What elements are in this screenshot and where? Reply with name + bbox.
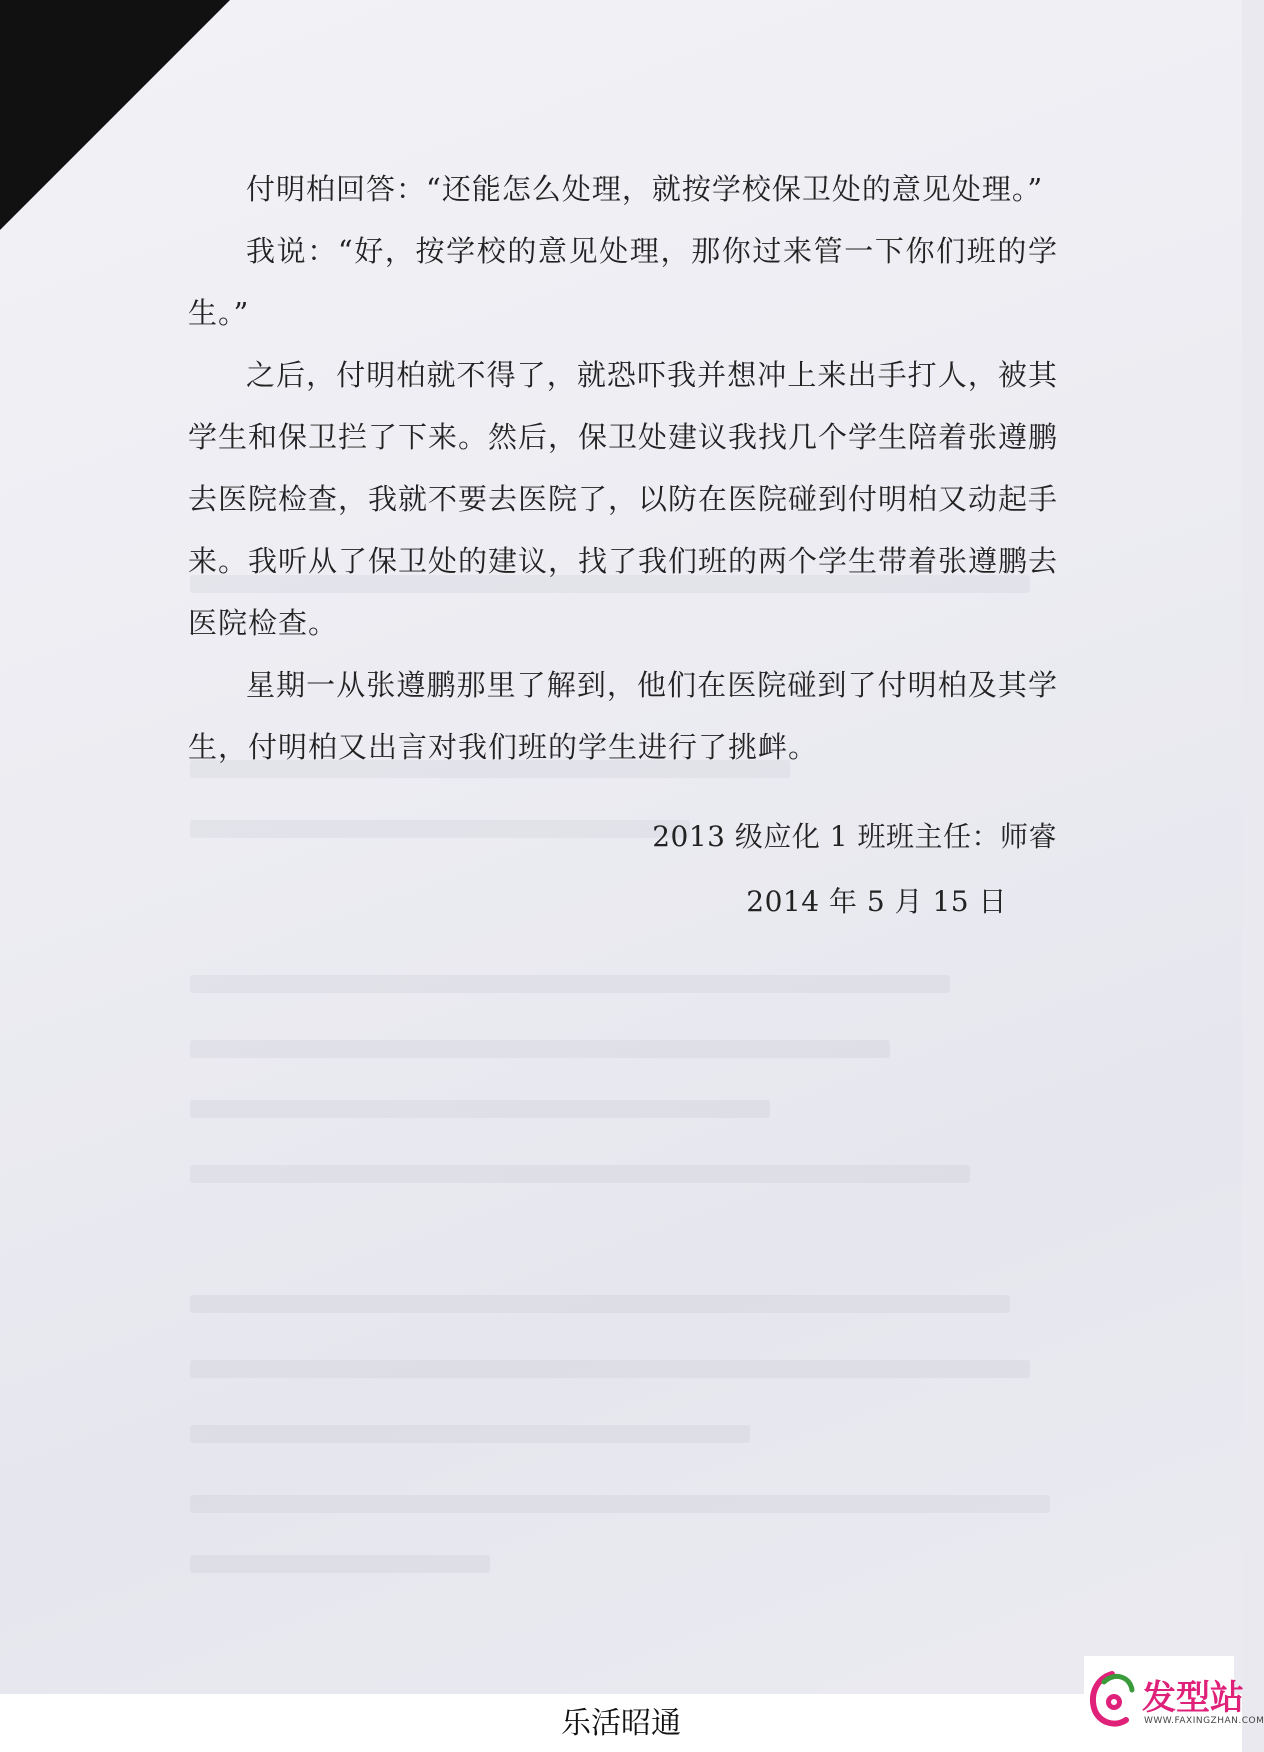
paragraph: 星期一从张遵鹏那里了解到，他们在医院碰到了付明柏及其学生，付明柏又出言对我们班的学生进行了挑衅。	[188, 668, 1058, 764]
bleed-through-line	[190, 1555, 490, 1573]
bleed-through-line	[190, 1040, 890, 1058]
footer-bar	[0, 1694, 1242, 1752]
bleed-through-line	[190, 820, 690, 838]
bleed-through-line	[190, 1425, 750, 1443]
site-watermark-label: 乐活昭通	[561, 1706, 681, 1741]
bleed-through-line	[190, 1295, 1010, 1313]
paragraph: 付明柏回答：“还能怎么处理，就按学校保卫处的意见处理。”	[246, 172, 1044, 206]
signature-line: 2013 级应化 1 班班主任：师睿	[652, 820, 1057, 853]
bleed-through-line	[190, 1100, 770, 1118]
logo-name: 发型站	[1142, 1678, 1244, 1718]
bleed-through-line	[190, 975, 950, 993]
flower-logo-icon	[1084, 1668, 1140, 1732]
logo-url: WWW.FAXINGZHAN.COM	[1144, 1716, 1264, 1726]
date-line: 2014 年 5 月 15 日	[746, 885, 1007, 918]
bleed-through-line	[190, 1495, 1050, 1513]
letter-body	[188, 158, 1058, 778]
paragraph: 我说：“好，按学校的意见处理，那你过来管一下你们班的学生。”	[188, 234, 1058, 330]
bleed-through-line	[190, 1165, 970, 1183]
paragraph: 之后，付明柏就不得了，就恐吓我并想冲上来出手打人，被其学生和保卫拦了下来。然后，保卫处建议我找几个学生陪着张遵鹏去医院检查，我就不要去医院了，以防在医院碰到付明柏又动起手来。我听从了保卫处的建议，找了我们班的两个学生带着张遵鹏去医院检查。	[188, 358, 1059, 640]
site-logo[interactable]	[1084, 1656, 1264, 1744]
bleed-through-line	[190, 1360, 1030, 1378]
